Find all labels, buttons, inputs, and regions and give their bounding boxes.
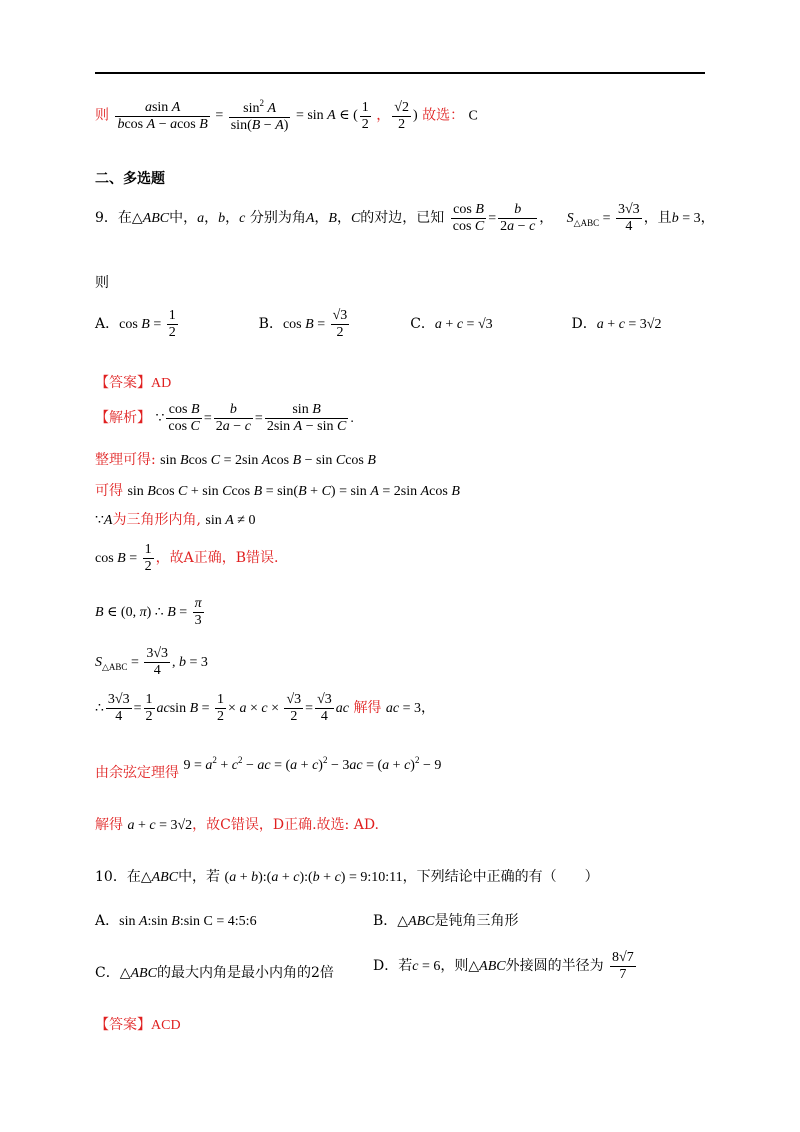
q9-line6: ∴ $\frac{3√3}{4}$ = $\frac{1}{2}$ acsin B = $\frac{1}{2}$ × a × c × $\frac{√3}{2}$ = $\frac{√3}{4}$ ac 解得 ac = 3， [95,692,436,725]
q9-line7: 由余弦定理得 $9 = a^2 + c^2$ − ac = $(a + c)^2 - 3ac = (a + c)^2 - 9$ [95,755,442,781]
q9-jiexi: 【解析】 ∵ $\frac{\text{cos B}}{\text{cos C}}$ = $\frac{b}{2a - c}$ = $\frac{\text{sin B}}{\text{2sin A − sin C}}$ . [95,402,354,435]
q9-answer: 【答案】AD [95,375,172,391]
q9-line1: 整理可得: sin Bcos C = 2sin Acos B − sin Ccos B [95,452,376,468]
q9-line4: cos B = $\frac{1}{2}$ ，故A正确，B错误. [95,542,279,575]
comma: ， [376,107,391,124]
q10-option-c: C．△ABC的最大内角是最小内角的2倍 [95,965,334,981]
text-prefix: 则 [95,107,109,124]
q10-answer: 【答案】ACD [95,1017,181,1033]
q9-options: A．cos B = $\frac{1}{2}$ B．cos B = $\frac{√3}{2}$ C．a + c = √3 D．a + c = 3√2 [95,308,662,341]
q10-option-d: D．若c = 6，则△ABC外接圆的半径为 $\frac{8√7}{7}$ [373,950,634,983]
q9-area: $S_{\triangle ABC}$ = $\frac{3√3}{4}$ , b = 3 [95,646,208,679]
q10-option-b: B．△ABC是钝角三角形 [373,913,519,929]
choose-label: 故选： [422,107,465,124]
q9-line5: B ∈ (0, π) ∴ B = $\frac{\pi}{3}$ [95,596,202,629]
q9-line3: ∵A为三角形内角, sin A ≠ 0 [95,512,256,528]
top-formula-line: 则 $\frac{\text{asin A}}{\text{bcos A − acos B}}$ = $\frac{\sin^2 A}{\sin(B - A)}$ = sin A ∈ ( $\frac{1}{2}$ ， $\frac{√2}{2}$ ) 故选： C [95,98,478,134]
q10-stem: 10．在△ABC中，若 (a + b):(a + c):(b + c) = 9:10:11，下列结论中正确的有（ ） [95,869,599,885]
q9-stem: 9．在△ABC中，a，b，c 分别为角A，B，C的对边，已知 $\frac{\text{cos B}}{\text{cos C}}$ = $\frac{b}{2a - c}$ ， $S_{\triangle ABC}$ = $\frac{3√3}{4}$ ，且b = 3， [95,202,715,235]
q10-options-ab: A．sin A:sin B:sin C = 4:5:6 [95,913,257,929]
q9-stem-end: 则 [95,275,109,291]
section-title: 二、多选题 [95,171,165,187]
top-answer: C [468,108,478,124]
q9-line2: 可得 sin Bcos C + sin Ccos B = sin(B + C) = sin A = 2sin Acos B [95,483,460,499]
q9-line8: 解得 a + c = 3√2，故C错误，D正确.故选: AD. [95,817,380,833]
header-rule [95,72,705,74]
